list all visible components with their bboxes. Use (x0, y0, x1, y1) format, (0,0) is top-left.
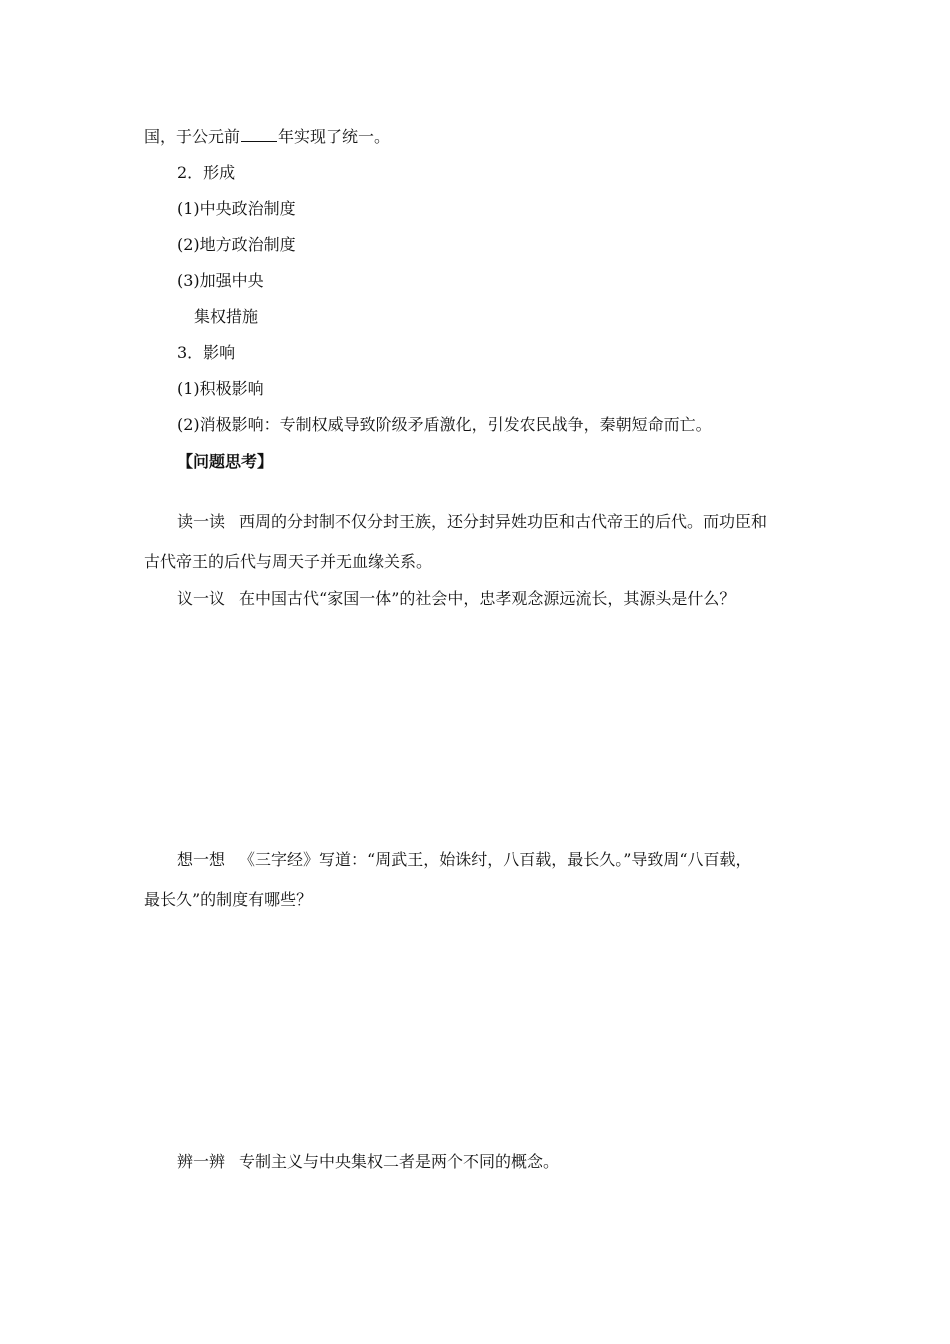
think-line-2: 最长久”的制度有哪些？ (144, 890, 313, 909)
intro-text-part2: 年实现了统一。 (278, 127, 391, 146)
section3-heading: 3．影响 (177, 343, 236, 362)
fill-blank (241, 127, 277, 142)
think-text-1: 《三字经》写道：“周武王，始诛纣，八百载，最长久。”导致周“八百载， (239, 850, 752, 869)
section2-item-3: (3)加强中央 (177, 271, 264, 290)
discuss-label: 议一议 (177, 589, 226, 608)
think-label: 想一想 (177, 850, 226, 869)
section2-item-1: (1)中央政治制度 (177, 199, 296, 218)
section2-item-3-cont: 集权措施 (194, 307, 259, 326)
read-label: 读一读 (177, 512, 226, 531)
discuss-line (177, 589, 735, 609)
distinguish-line (177, 1152, 559, 1172)
read-line-2: 古代帝王的后代与周天子并无血缘关系。 (144, 552, 433, 571)
section2-item-2: (2)地方政治制度 (177, 235, 296, 254)
section2-heading: 2．形成 (177, 163, 236, 182)
distinguish-text: 专制主义与中央集权二者是两个不同的概念。 (239, 1152, 560, 1171)
section3-item-2: (2)消极影响：专制权威导致阶级矛盾激化，引发农民战争，秦朝短命而亡。 (177, 415, 712, 434)
intro-text-part1: 国，于公元前 (144, 127, 241, 146)
discuss-text: 在中国古代“家国一体”的社会中，忠孝观念源远流长，其源头是什么？ (239, 589, 736, 608)
intro-line (144, 127, 390, 147)
read-line-1 (177, 512, 767, 532)
distinguish-label: 辨一辨 (177, 1152, 226, 1171)
read-text-1: 西周的分封制不仅分封王族，还分封异姓功臣和古代帝王的后代。而功臣和 (239, 512, 768, 531)
questions-title: 【问题思考】 (177, 452, 274, 471)
think-line-1 (177, 850, 752, 870)
section3-item-1: (1)积极影响 (177, 379, 264, 398)
